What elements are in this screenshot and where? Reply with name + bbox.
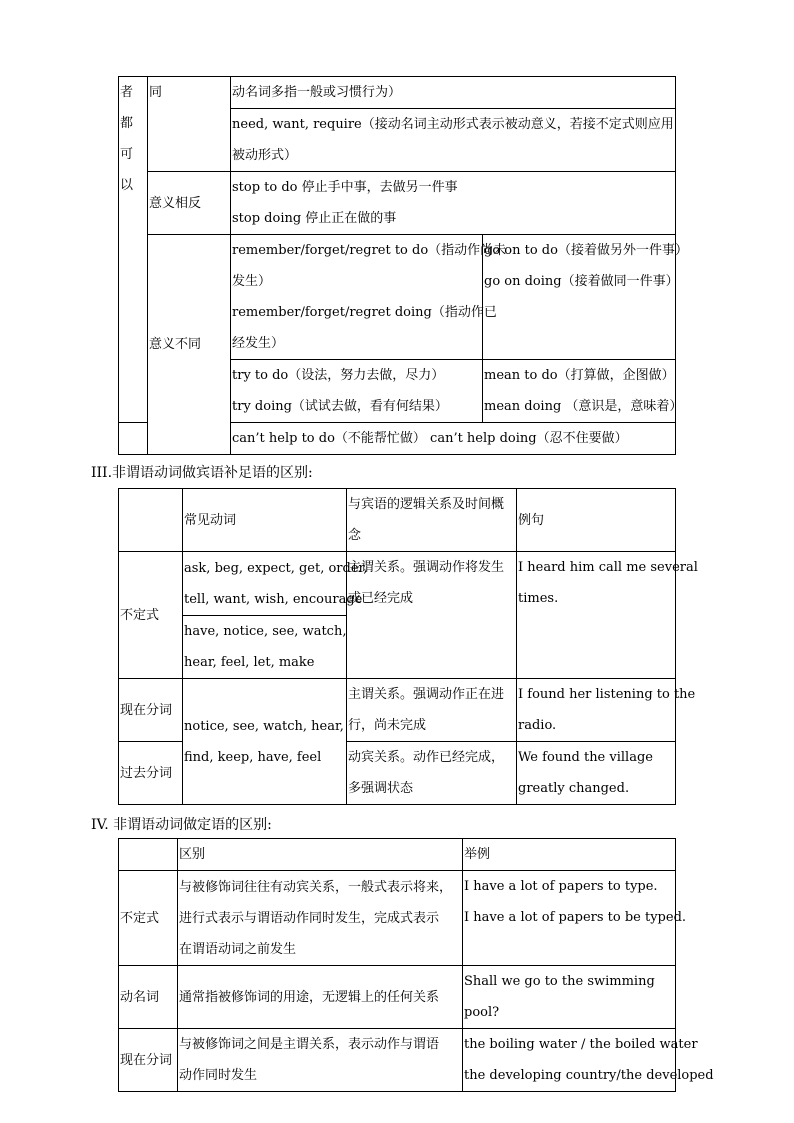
infinitive-difference: 与被修饰词往往有动宾关系，一般式表示将来， 进行式表示与谓语动作同时发生，完成式表示 在谓语动词之前发生 bbox=[178, 871, 463, 966]
gerund-difference: 通常指被修饰词的用途，无逻辑上的任何关系 bbox=[178, 966, 463, 1029]
infinitive-example: I heard him call me several times. bbox=[517, 552, 676, 679]
verb-usage-table bbox=[118, 76, 688, 455]
past-participle-label: 过去分词 bbox=[119, 742, 183, 805]
infinitive-label: 不定式 bbox=[119, 871, 178, 966]
present-difference: 与被修饰词之间是主谓关系，表示动作与谓语 动作同时发生 bbox=[178, 1029, 463, 1092]
vertical-label-cell bbox=[119, 77, 148, 423]
mean-cell: mean to do（打算做，企图做） mean doing （意识是，意味着） bbox=[483, 360, 676, 423]
header-common-verbs: 常见动词 bbox=[183, 489, 347, 552]
present-example: I found her listening to the radio. bbox=[517, 679, 676, 742]
gerund-example: Shall we go to the swimming pool? bbox=[463, 966, 676, 1029]
infinitive-verbs-b: have, notice, see, watch, hear, feel, let, make bbox=[183, 616, 347, 679]
gerund-label: 动名词 bbox=[119, 966, 178, 1029]
infinitive-example: I have a lot of papers to type. I have a lot of papers to be typed. bbox=[463, 871, 676, 966]
participle-verbs: notice, see, watch, hear, find, keep, have, feel bbox=[183, 679, 347, 805]
go-on-cell: go on to do（接着做另外一件事） go on doing（接着做同一件事） bbox=[483, 235, 676, 360]
attributive-table bbox=[118, 838, 714, 1092]
present-relation: 主谓关系。强调动作正在进 行，尚未完成 bbox=[347, 679, 517, 742]
infinitive-verbs-a: ask, beg, expect, get, order, tell, want, wish, encourage bbox=[183, 552, 347, 616]
section-heading-iii: III.非谓语动词做宾语补足语的区别: bbox=[91, 465, 313, 481]
header-empty bbox=[119, 839, 178, 871]
same-row-1: 动名词多指一般或习惯行为） bbox=[231, 77, 676, 109]
opposite-label: 意义相反 bbox=[148, 172, 231, 235]
infinitive-relation: 主谓关系。强调动作将发生 或已经完成 bbox=[347, 552, 517, 679]
try-cell: try to do（设法，努力去做，尽力） try doing（试试去做，看有何结果） bbox=[231, 360, 483, 423]
same-label: 同 bbox=[148, 77, 231, 172]
object-complement-table bbox=[118, 488, 698, 805]
section-heading-iv: IV. 非谓语动词做定语的区别: bbox=[91, 817, 272, 833]
cant-help-cell: can’t help to do（不能帮忙做） can’t help doing（忍不住要做） bbox=[231, 423, 676, 455]
different-label: 意义不同 bbox=[148, 235, 231, 455]
remember-forget-cell: remember/forget/regret to do（指动作尚未 发生） remember/forget/regret doing（指动作已 经发生） bbox=[231, 235, 483, 360]
header-relation: 与宾语的逻辑关系及时间概 念 bbox=[347, 489, 517, 552]
header-difference: 区别 bbox=[178, 839, 463, 871]
past-relation: 动宾关系。动作已经完成， 多强调状态 bbox=[347, 742, 517, 805]
present-example: the boiling water / the boiled water the developing country/the developed bbox=[463, 1029, 676, 1092]
same-row-2: need, want, require（接动名词主动形式表示被动意义，若接不定式则应用 被动形式） bbox=[231, 109, 676, 172]
present-participle-label: 现在分词 bbox=[119, 1029, 178, 1092]
present-participle-label: 现在分词 bbox=[119, 679, 183, 742]
header-empty bbox=[119, 489, 183, 552]
opposite-cell: stop to do 停止手中事，去做另一件事 stop doing 停止正在做的事 bbox=[231, 172, 676, 235]
vertical-label: 者都可以 bbox=[120, 85, 134, 193]
infinitive-label: 不定式 bbox=[119, 552, 183, 679]
header-example: 例句 bbox=[517, 489, 676, 552]
past-example: We found the village greatly changed. bbox=[517, 742, 676, 805]
header-example: 举例 bbox=[463, 839, 676, 871]
